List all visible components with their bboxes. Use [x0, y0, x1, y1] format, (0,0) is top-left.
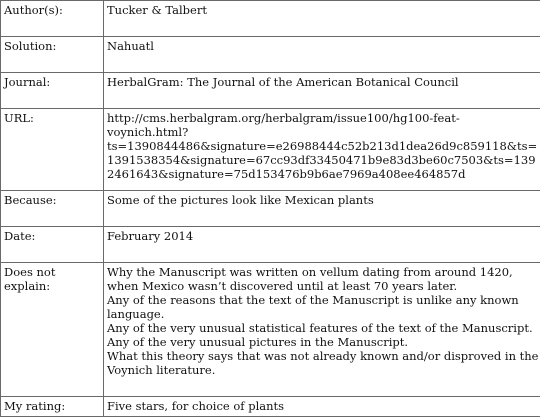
row-rating [1, 397, 540, 417]
url-line[interactable]: voynich.html? [107, 125, 540, 139]
because-value: Some of the pictures look like Mexican plants [104, 191, 540, 227]
authors-value: Tucker & Talbert [104, 1, 540, 37]
solution-label: Solution: [1, 37, 104, 73]
solution-value: Nahuatl [104, 37, 540, 73]
row-date [1, 227, 540, 263]
unexplained-item: What this theory says that was not already known and/or disproved in the Voynich literature. [107, 349, 540, 377]
authors-label: Author(s): [1, 1, 104, 37]
url-value[interactable] [104, 109, 540, 191]
journal-value: HerbalGram: The Journal of the American Botanical Council [104, 73, 540, 109]
because-label: Because: [1, 191, 104, 227]
rating-value: Five stars, for choice of plants [104, 397, 540, 417]
row-does-not-explain [1, 263, 540, 397]
does-not-explain-label [1, 263, 104, 397]
row-authors [1, 1, 540, 37]
unexplained-item: Any of the reasons that the text of the Manuscript is unlike any known language. [107, 293, 540, 321]
date-label: Date: [1, 227, 104, 263]
row-because [1, 191, 540, 227]
journal-label: Journal: [1, 73, 104, 109]
url-line[interactable]: 1391538354&signature=67cc93df33450471b9e83d3be60c7503&ts=139 [107, 153, 540, 167]
does-not-explain-label-line: explain: [4, 279, 100, 293]
row-journal [1, 73, 540, 109]
unexplained-item: Any of the very unusual pictures in the Manuscript. [107, 335, 540, 349]
row-url [1, 109, 540, 191]
unexplained-item: Why the Manuscript was written on vellum dating from around 1420, when Mexico wasn’t discovered until at least 70 years later. [107, 265, 540, 293]
url-line[interactable]: http://cms.herbalgram.org/herbalgram/issue100/hg100-feat- [107, 111, 540, 125]
row-solution [1, 37, 540, 73]
does-not-explain-label-line: Does not [4, 265, 100, 279]
unexplained-item: Any of the very unusual statistical features of the text of the Manuscript. [107, 321, 540, 335]
url-label: URL: [1, 109, 104, 191]
url-line[interactable]: 2461643&signature=75d153476b9b6ae7969a408ee464857d [107, 167, 540, 181]
does-not-explain-list [104, 263, 540, 397]
rating-label: My rating: [1, 397, 104, 417]
date-value: February 2014 [104, 227, 540, 263]
url-line[interactable]: ts=1390844486&signature=e26988444c52b213d1dea26d9c859118&ts= [107, 139, 540, 153]
